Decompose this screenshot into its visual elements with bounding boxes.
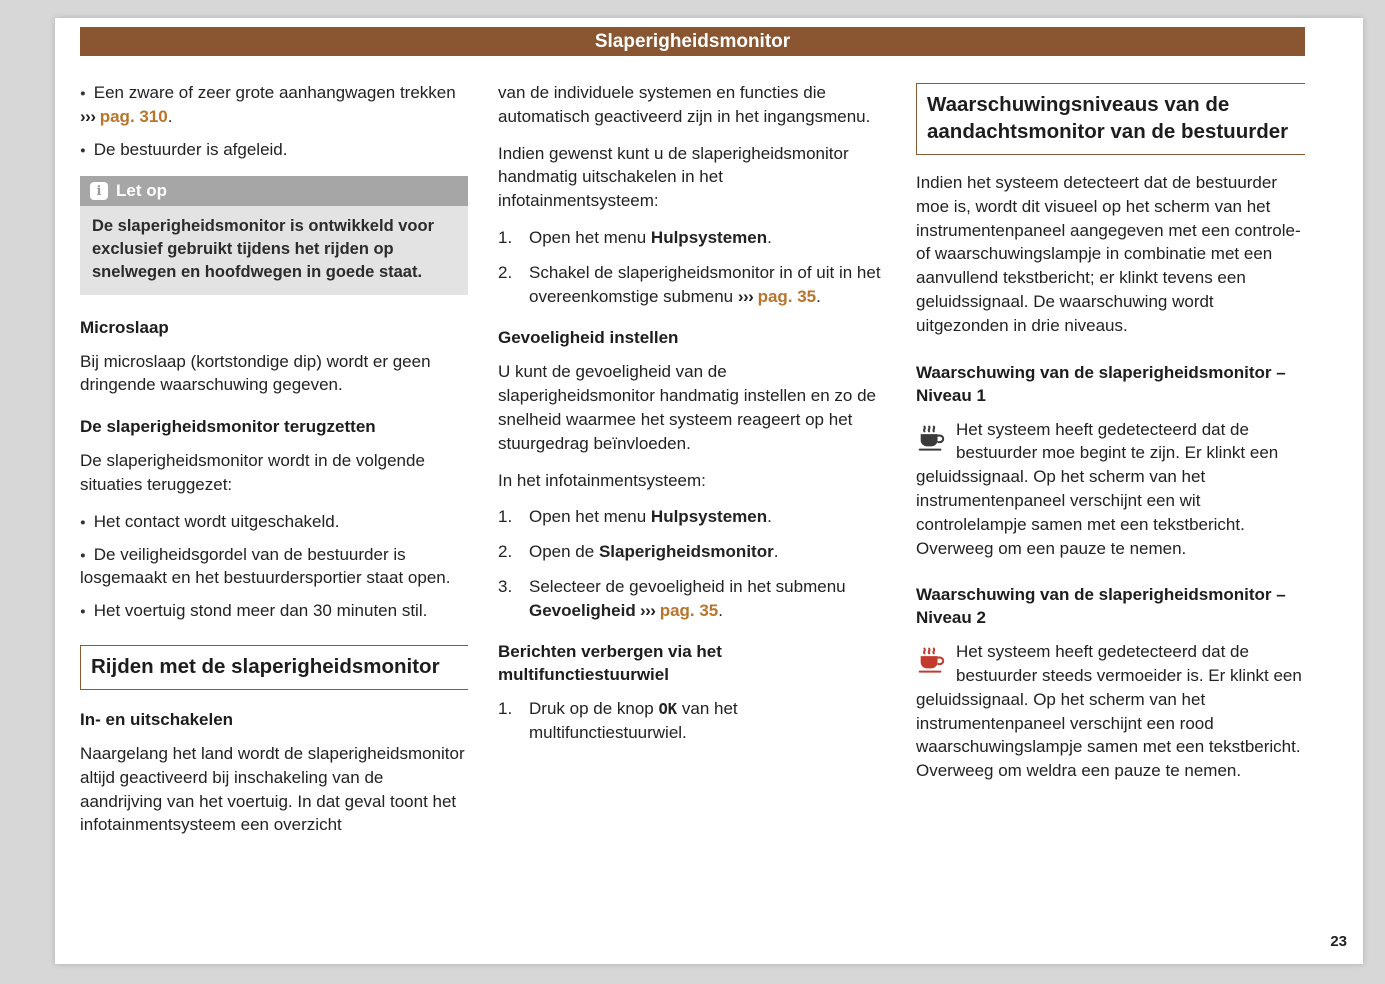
heading-warning-level-1: Waarschuwing van de slaperigheidsmonitor – Niveau 1 [916, 362, 1286, 405]
list-text-segment: van het multifunctiestuurwiel. [529, 699, 738, 743]
bullet-text: Het contact wordt uitgeschakeld. [93, 511, 340, 531]
warning-level-1-text: Het systeem heeft gedetecteerd dat de bestuurder moe begint te zijn. Er klinkt een geluidssignaal. Op het scherm van het instrumentenpaneel verschijnt een wit controlelampje samen met een tekstbericht. Overweeg om een pauze te nemen. [916, 419, 1279, 558]
bullet-text-after: . [167, 106, 173, 126]
numbered-list-item [498, 261, 886, 309]
bullet-text: De veiligheidsgordel van de bestuurder is losgemaakt en het bestuurdersportier staat open. [80, 544, 451, 588]
list-text-segment: Druk op de knop [529, 699, 659, 719]
heading-on-off: In- en uitschakelen [80, 709, 234, 729]
ref-arrow: ››› [737, 286, 758, 306]
warning-level-1-block [916, 418, 1305, 561]
coffee-cup-icon [916, 421, 950, 451]
page-ref-link-310[interactable]: pag. 310 [99, 106, 168, 126]
list-text-segment: Schakel de slaperigheidsmonitor in of uit in het overeenkomstige submenu [529, 262, 881, 306]
bullet-reset-contact [80, 510, 468, 534]
menu-name: Slaperigheidsmonitor [598, 542, 774, 562]
list-number: 2. [498, 262, 513, 282]
list-text-segment: Selecteer de gevoeligheid in het submenu [529, 576, 846, 596]
list-text [529, 226, 886, 250]
heading-microslaap: Microslaap [80, 317, 169, 337]
list-text-segment: Open het menu [529, 227, 651, 247]
list-text [529, 261, 886, 309]
heading-sensitivity: Gevoeligheid instellen [498, 328, 679, 348]
paragraph-infotainment: In het infotainmentsysteem: [498, 470, 706, 490]
list-text-segment: Open het menu [529, 507, 651, 527]
ref-arrow: ››› [80, 106, 100, 126]
menu-name: Gevoeligheid [529, 600, 636, 620]
bullet-reset-stationary [80, 599, 468, 623]
ref-arrow: ››› [635, 600, 660, 620]
list-text-segment: . [816, 286, 821, 306]
bullet-text: De bestuurder is afgeleid. [93, 139, 288, 159]
column-1 [80, 81, 468, 850]
heading-reset: De slaperigheidsmonitor terugzetten [80, 417, 376, 437]
paragraph-warning-intro: Indien het systeem detecteert dat de bestuurder moe is, wordt dit visueel op het scherm van het instrumentenpaneel aangegeven met een controle- of waarschuwingslampje in combinatie met een aanvullend tekstbericht; er klinkt tevens een geluidssignaal. De waarschuwing wordt uitgezonden in drie niveaus. [916, 173, 1301, 335]
page-ref-link-35[interactable]: pag. 35 [659, 600, 719, 620]
menu-name: Hulpsystemen [650, 227, 768, 247]
paragraph-microslaap: Bij microslaap (kortstondige dip) wordt er geen dringende waarschuwing gegeven. [80, 351, 431, 395]
list-text [529, 540, 886, 564]
info-icon-glyph: i [96, 183, 102, 199]
section-heading-warning-levels: Waarschuwingsniveaus van de aandachtsmonitor van de bestuurder [916, 83, 1305, 155]
numbered-list-item [498, 540, 886, 564]
section-heading-driving-with-monitor: Rijden met de slaperigheidsmonitor [80, 645, 468, 690]
manual-page [55, 18, 1363, 964]
list-text-segment: . [773, 542, 779, 562]
note-box [80, 176, 468, 294]
bullet-reset-seatbelt [80, 543, 468, 591]
page-number: 23 [1330, 933, 1347, 950]
heading-warning-level-2: Waarschuwing van de slaperigheidsmonitor – Niveau 2 [916, 585, 1286, 628]
column-2 [498, 81, 886, 850]
numbered-list-item [498, 697, 886, 745]
numbered-list-item [498, 505, 886, 529]
paragraph-sensitivity: U kunt de gevoeligheid van de slaperigheidsmonitor handmatig instellen en zo de snelheid waarmee het systeem reageert op het stuurgedrag beïnvloeden. [498, 362, 877, 453]
heading-hide-messages: Berichten verbergen via het multifunctiestuurwiel [498, 642, 722, 685]
list-text [529, 575, 886, 623]
menu-name: Hulpsystemen [650, 507, 768, 527]
coffee-cup-icon-red [916, 643, 950, 673]
columns-container [80, 81, 1305, 850]
paragraph-continuation: van de individuele systemen en functies die automatisch geactiveerd zijn in het ingangsmenu. [498, 83, 871, 126]
list-text [529, 505, 886, 529]
bullet-item-distracted [80, 138, 468, 162]
list-text [529, 697, 886, 745]
warning-level-2-text: Het systeem heeft gedetecteerd dat de bestuurder steeds vermoeider is. Er klinkt een geluidssignaal. Op het scherm van het instrumentenpaneel verschijnt een rood waarschuwingslampje samen met een tekstbericht. Overweeg om weldra een pauze te nemen. [916, 642, 1302, 781]
list-number: 1. [498, 507, 513, 527]
numbered-list-item [498, 226, 886, 250]
list-text-segment: . [767, 227, 772, 247]
bullet-item-towing [80, 81, 468, 129]
paragraph-manual-off: Indien gewenst kunt u de slaperigheidsmonitor handmatig uitschakelen in het infotainmentsysteem: [498, 143, 849, 211]
list-number: 3. [498, 576, 513, 596]
note-title: Let op [116, 181, 167, 201]
bullet-text: Een zware of zeer grote aanhangwagen trekken [93, 83, 456, 102]
paragraph-on-off: Naargelang het land wordt de slaperigheidsmonitor altijd geactiveerd bij inschakeling van de aandrijving van het voertuig. In dat geval toont het infotainmentsysteem een overzicht [80, 743, 465, 835]
list-number: 1. [498, 699, 513, 719]
info-icon [90, 182, 108, 200]
chapter-header-bar [80, 27, 1305, 56]
numbered-list-item [498, 575, 886, 623]
chapter-title: Slaperigheidsmonitor [594, 30, 791, 52]
list-text-segment: . [767, 507, 772, 527]
paragraph-reset-intro: De slaperigheidsmonitor wordt in de volgende situaties teruggezet: [80, 451, 425, 494]
list-text-segment: . [718, 600, 724, 620]
bullet-text: Het voertuig stond meer dan 30 minuten stil. [93, 601, 428, 621]
warning-level-2-block [916, 640, 1305, 783]
list-number: 2. [498, 542, 513, 562]
list-number: 1. [498, 227, 513, 247]
note-body-text: De slaperigheidsmonitor is ontwikkeld voor exclusief gebruikt tijdens het rijden op snelwegen en hoofdwegen in goede staat. [80, 206, 468, 294]
page-ref-link-35[interactable]: pag. 35 [757, 286, 817, 306]
note-header [80, 176, 468, 206]
list-text-segment: Open de [529, 542, 599, 562]
column-3 [916, 81, 1305, 850]
ok-button-glyph: OK [658, 700, 678, 719]
